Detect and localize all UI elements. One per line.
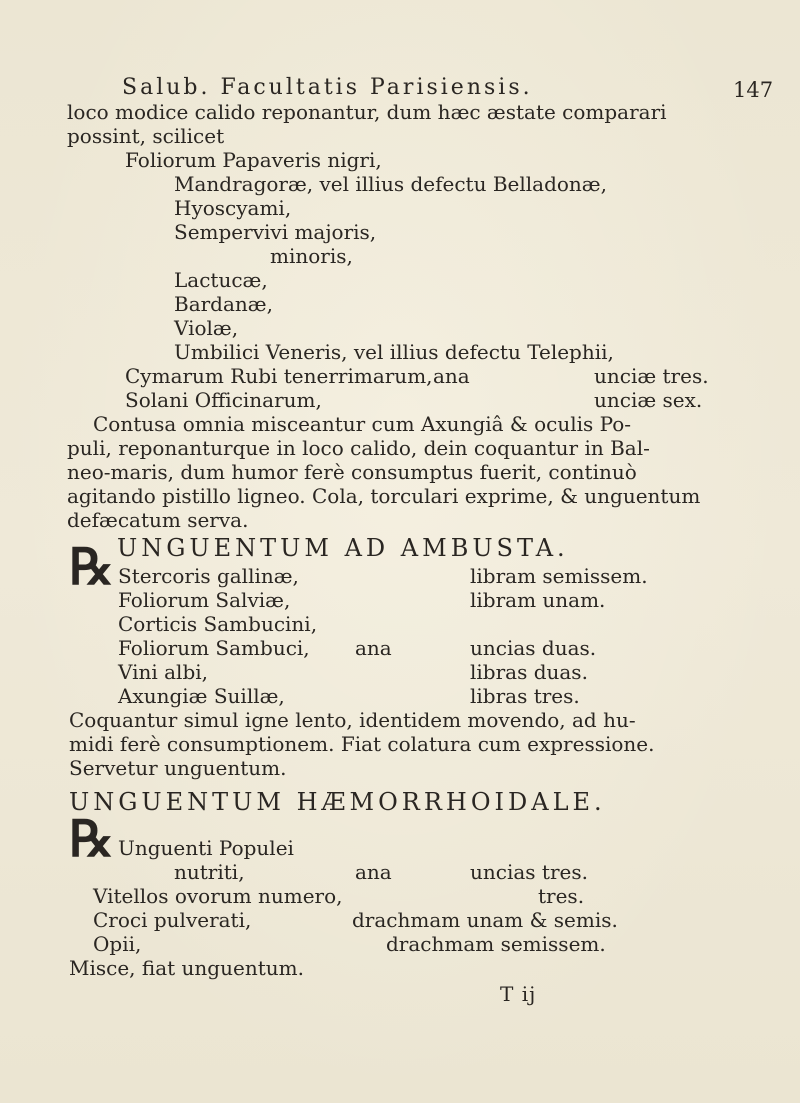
ingredient-item: Hyoscyami,	[174, 196, 292, 220]
ingredient-item: Bardanæ,	[174, 292, 273, 316]
ingredient-quantity: unciæ tres.	[594, 364, 709, 388]
ingredient-quantity: drachmam semissem.	[386, 932, 606, 956]
ingredient-name: Foliorum Sambuci,	[118, 636, 310, 660]
instruction-line: neo-maris, dum humor ferè consumptus fuerit, continuò	[67, 460, 637, 484]
instruction-line: agitando pistillo ligneo. Cola, torculari exprime, & unguentum	[67, 484, 701, 508]
ingredient-name: Axungiæ Suillæ,	[118, 684, 285, 708]
ingredient-name: Unguenti Populei	[118, 836, 294, 860]
ingredient-name: Solani Officinarum,	[125, 388, 322, 412]
ingredient-quantity: unciæ sex.	[594, 388, 703, 412]
ingredient-item: Lactucæ,	[174, 268, 268, 292]
ingredient-quantity: uncias tres.	[470, 860, 588, 884]
ingredient-name: Corticis Sambucini,	[118, 612, 318, 636]
ingredient-name: Stercoris gallinæ,	[118, 564, 299, 588]
recipe-symbol: ℞	[69, 811, 114, 867]
ingredient-quantity: uncias duas.	[470, 636, 597, 660]
closing-line: Misce, fiat unguentum.	[69, 956, 304, 980]
instruction-line: Contusa omnia misceantur cum Axungiâ & oculis Po-	[93, 412, 632, 436]
ana-label: ana	[433, 364, 470, 388]
instruction-line: midi ferè consumptionem. Fiat colatura cum expressione.	[69, 732, 655, 756]
recipe-symbol: ℞	[69, 539, 114, 595]
ana-label: ana	[355, 636, 392, 660]
ingredient-item: Sempervivi majoris,	[174, 220, 377, 244]
ingredient-name: Cymarum Rubi tenerrimarum,	[125, 364, 433, 388]
ingredient-item: minoris,	[270, 244, 353, 268]
section-title-haemorrhoidale: UNGUENTUM HÆMORRHOIDALE.	[69, 788, 606, 816]
ingredient-name: Foliorum Salviæ,	[118, 588, 291, 612]
running-title: Salub. Facultatis Parisiensis.	[122, 75, 533, 100]
ingredient-name: Opii,	[93, 932, 142, 956]
section-title-ambusta: UNGUENTUM AD AMBUSTA.	[117, 534, 569, 562]
ingredient-name: nutriti,	[174, 860, 245, 884]
page-number: 147	[733, 78, 774, 102]
ingredient-quantity: libras duas.	[470, 660, 588, 684]
ana-label: ana	[355, 860, 392, 884]
ingredient-quantity: libram unam.	[470, 588, 606, 612]
ingredient-item: Foliorum Papaveris nigri,	[125, 148, 382, 172]
ingredient-quantity: tres.	[538, 884, 585, 908]
ingredient-item: Violæ,	[174, 316, 239, 340]
ingredient-quantity: drachmam unam & semis.	[352, 908, 618, 932]
ingredient-name: Vini albi,	[118, 660, 208, 684]
instruction-line: Servetur unguentum.	[69, 756, 287, 780]
ingredient-quantity: libram semissem.	[470, 564, 648, 588]
ingredient-name: Croci pulverati,	[93, 908, 252, 932]
ingredient-item: Umbilici Veneris, vel illius defectu Telephii,	[174, 340, 614, 364]
ingredient-item: Mandragoræ, vel illius defectu Belladonæ,	[174, 172, 607, 196]
ingredient-quantity: libras tres.	[470, 684, 580, 708]
instruction-line: puli, reponanturque in loco calido, dein coquantur in Bal-	[67, 436, 650, 460]
instruction-line: Coquantur simul igne lento, identidem movendo, ad hu-	[69, 708, 636, 732]
intro-line-1: loco modice calido reponantur, dum hæc æstate comparari	[67, 100, 667, 124]
ingredient-name: Vitellos ovorum numero,	[93, 884, 343, 908]
intro-line-2: possint, scilicet	[67, 124, 225, 148]
instruction-line: defæcatum serva.	[67, 508, 249, 532]
signature-mark: T ij	[500, 982, 537, 1006]
